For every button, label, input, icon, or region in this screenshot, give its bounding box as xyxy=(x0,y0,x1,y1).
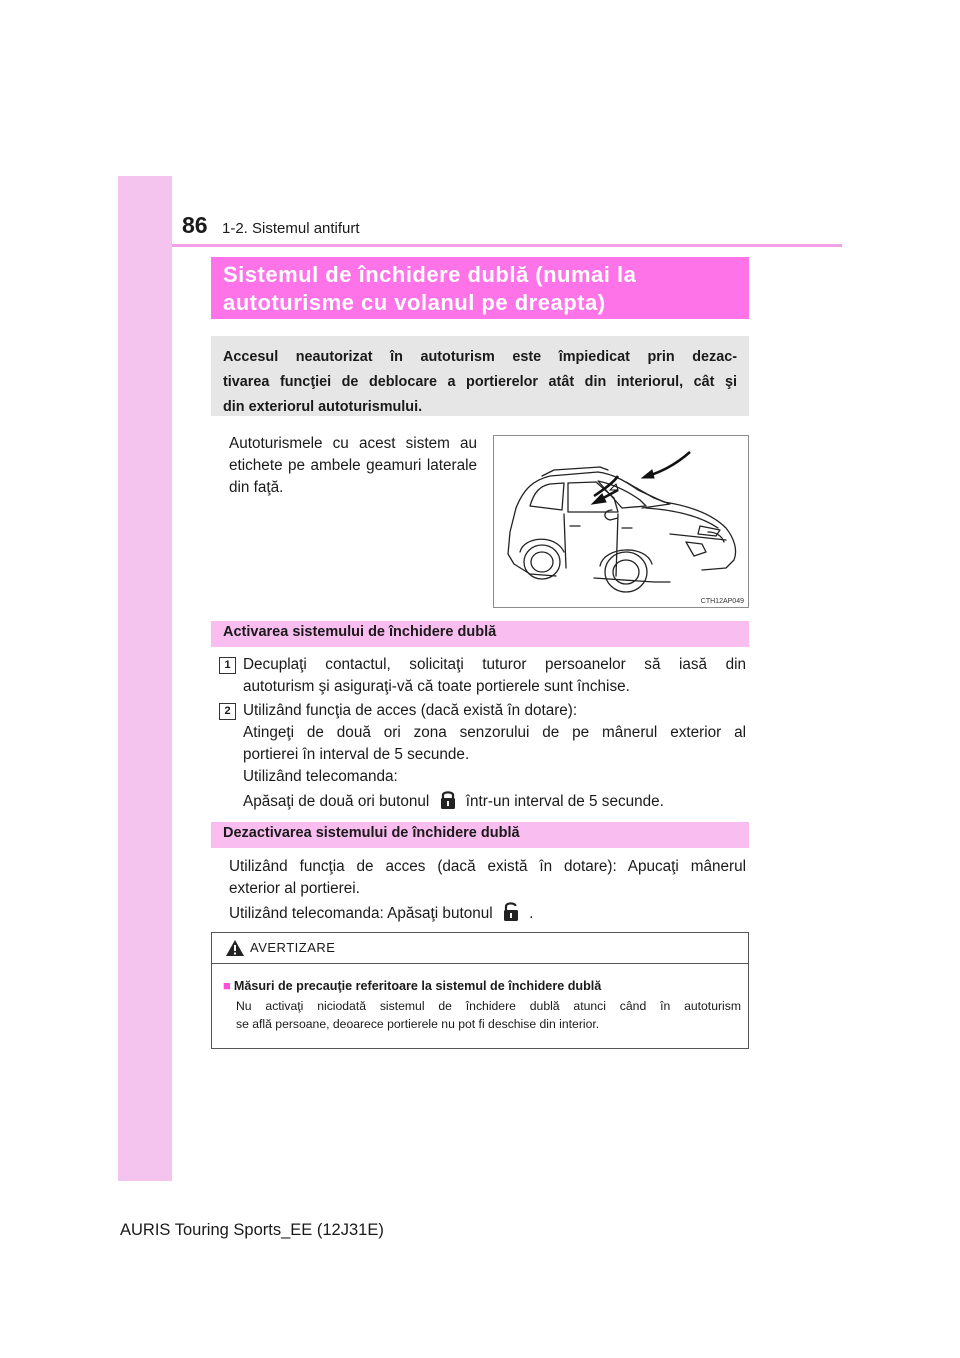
sidebar-tab xyxy=(118,176,172,1181)
deactivation-line-2: exterior al portierei. xyxy=(229,880,360,897)
page-title xyxy=(211,257,749,319)
warning-title: AVERTIZARE xyxy=(250,940,336,955)
step-2-line-5-before: Apăsaţi de două ori butonul xyxy=(243,793,430,810)
footer-model-code: AURIS Touring Sports_EE (12J31E) xyxy=(120,1221,384,1239)
intro-summary xyxy=(211,336,749,416)
warning-body xyxy=(236,997,741,1033)
description-line-2: etichete pe ambele geamuri laterale xyxy=(229,457,477,474)
deactivation-text xyxy=(229,856,746,925)
activation-heading: Activarea sistemului de închidere dublă xyxy=(211,621,749,647)
step-2-line-3: portierei în interval de 5 secunde. xyxy=(243,746,470,763)
step-1-line-2: autoturism şi asiguraţi-vă că toate portierele sunt închise. xyxy=(243,678,630,695)
deactivation-heading: Dezactivarea sistemului de închidere dublă xyxy=(211,822,749,848)
description-line-1: Autoturismele cu acest sistem au xyxy=(229,435,477,452)
deactivation-line-3-after: . xyxy=(529,905,534,922)
unlock-icon xyxy=(500,900,522,922)
lock-icon xyxy=(437,788,459,810)
car-illustration xyxy=(493,435,749,608)
warning-subtitle-text: Măsuri de precauţie referitoare la sistemul de închidere dublă xyxy=(233,979,602,993)
step-1-line-1: Decuplaţi contactul, solicitaţi tuturor persoanelor să iasă din xyxy=(243,656,746,673)
figure-code: CTH12AP049 xyxy=(700,598,744,605)
description-paragraph xyxy=(229,433,477,499)
intro-line-3: din exteriorul autoturismului. xyxy=(223,399,423,415)
warning-line-2: se află persoane, deoarece portierele nu pot fi deschise din interior. xyxy=(236,1017,600,1031)
warning-triangle-icon xyxy=(225,939,245,957)
step-number-2: 2 xyxy=(219,703,236,720)
intro-line-1: Accesul neautorizat în autoturism este împiedicat prin dezac- xyxy=(223,349,737,365)
step-2-line-2: Atingeţi de două ori zona senzorului de pe mânerul exterior al xyxy=(243,724,746,741)
intro-line-2: tivarea funcţiei de deblocare a portierelor atât din interiorul, cât şi xyxy=(223,374,737,390)
deactivation-line-3-before: Utilizând telecomanda: Apăsaţi butonul xyxy=(229,905,493,922)
deactivation-line-1: Utilizând funcţia de acces (dacă există în dotare): Apucaţi mânerul xyxy=(229,858,746,875)
step-2-line-1: Utilizând funcţia de acces (dacă există în dotare): xyxy=(243,702,578,719)
description-line-3: din faţă. xyxy=(229,479,284,496)
warning-header xyxy=(212,933,748,964)
step-2-line-4: Utilizând telecomanda: xyxy=(243,768,398,785)
section-label: 1-2. Sistemul antifurt xyxy=(222,220,360,237)
step-2-text xyxy=(243,700,746,813)
car-drawing xyxy=(494,436,748,607)
bullet-square-icon: ■ xyxy=(223,978,231,993)
step-number-1: 1 xyxy=(219,657,236,674)
header-divider xyxy=(172,244,842,247)
step-1-text xyxy=(243,654,746,698)
warning-box xyxy=(211,932,749,1049)
page-number: 86 xyxy=(182,212,208,238)
page-title-line-2: autoturisme cu volanul pe dreapta) xyxy=(223,290,606,315)
deactivation-line-3 xyxy=(229,900,746,925)
step-2-line-5-after: într-un interval de 5 secunde. xyxy=(465,793,664,810)
page-title-line-1: Sistemul de închidere dublă (numai la xyxy=(223,262,637,287)
warning-line-1: Nu activaţi niciodată sistemul de închidere dublă atunci când în autoturism xyxy=(236,999,741,1013)
step-2-line-5 xyxy=(243,788,746,813)
warning-subtitle xyxy=(223,978,601,993)
